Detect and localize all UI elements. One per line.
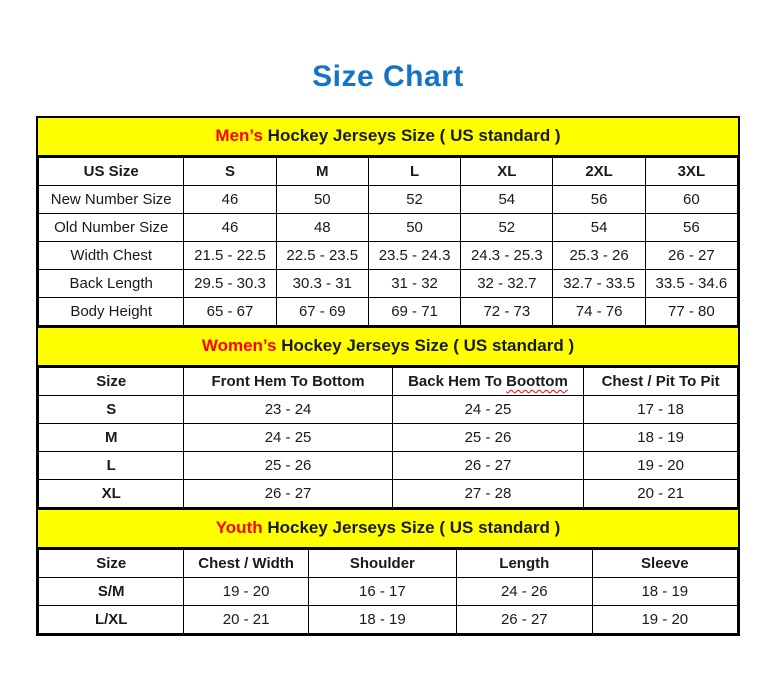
column-header: Shoulder (308, 550, 456, 578)
size-value-cell: 26 - 27 (392, 452, 584, 480)
column-header: S (184, 158, 276, 186)
youth-size-table (38, 549, 738, 634)
size-value-cell: 18 - 19 (592, 578, 737, 606)
table-head (39, 550, 738, 578)
size-value-cell: 54 (553, 214, 645, 242)
mens-section (38, 118, 738, 326)
size-value-cell: 20 - 21 (584, 480, 738, 508)
row-label: XL (39, 480, 184, 508)
column-header (392, 368, 584, 396)
page-title: Size Chart (312, 60, 464, 93)
size-value-cell: 25 - 26 (184, 452, 392, 480)
size-value-cell: 25 - 26 (392, 424, 584, 452)
size-value-cell: 24 - 26 (457, 578, 593, 606)
size-value-cell: 56 (645, 214, 737, 242)
column-header: XL (461, 158, 553, 186)
size-value-cell: 54 (461, 186, 553, 214)
row-label: S/M (39, 578, 184, 606)
size-value-cell: 72 - 73 (461, 298, 553, 326)
table-row (39, 242, 738, 270)
size-value-cell: 24 - 25 (184, 424, 392, 452)
table-row (39, 578, 738, 606)
size-value-cell: 21.5 - 22.5 (184, 242, 276, 270)
table-body (39, 578, 738, 634)
womens-section (38, 326, 738, 508)
table-head (39, 158, 738, 186)
size-value-cell: 52 (368, 186, 460, 214)
column-header: Size (39, 550, 184, 578)
size-value-cell: 24.3 - 25.3 (461, 242, 553, 270)
size-value-cell: 32 - 32.7 (461, 270, 553, 298)
table-row (39, 480, 738, 508)
row-label: Body Height (39, 298, 184, 326)
womens-section-highlight: Women’s (201, 336, 277, 355)
column-header: Length (457, 550, 593, 578)
size-chart-container (36, 116, 740, 636)
column-header: M (276, 158, 368, 186)
size-value-cell: 60 (645, 186, 737, 214)
size-value-cell: 19 - 20 (584, 452, 738, 480)
size-value-cell: 65 - 67 (184, 298, 276, 326)
size-value-cell: 18 - 19 (584, 424, 738, 452)
column-header-row (39, 158, 738, 186)
table-row (39, 452, 738, 480)
size-value-cell: 26 - 27 (645, 242, 737, 270)
size-value-cell: 19 - 20 (184, 578, 308, 606)
size-value-cell: 69 - 71 (368, 298, 460, 326)
mens-section-highlight: Men’s (215, 126, 263, 145)
size-value-cell: 31 - 32 (368, 270, 460, 298)
size-value-cell: 46 (184, 186, 276, 214)
size-value-cell: 67 - 69 (276, 298, 368, 326)
table-row (39, 606, 738, 634)
size-value-cell: 52 (461, 214, 553, 242)
row-label: L/XL (39, 606, 184, 634)
row-label: New Number Size (39, 186, 184, 214)
table-row (39, 214, 738, 242)
size-value-cell: 17 - 18 (584, 396, 738, 424)
womens-section-header (38, 326, 738, 367)
youth-section (38, 508, 738, 634)
column-header: Sleeve (592, 550, 737, 578)
size-value-cell: 30.3 - 31 (276, 270, 368, 298)
row-label: M (39, 424, 184, 452)
size-value-cell: 50 (276, 186, 368, 214)
row-label: L (39, 452, 184, 480)
youth-section-highlight: Youth (215, 518, 263, 537)
row-label: Old Number Size (39, 214, 184, 242)
youth-section-header (38, 508, 738, 549)
table-head (39, 368, 738, 396)
column-header: Front Hem To Bottom (184, 368, 392, 396)
size-value-cell: 27 - 28 (392, 480, 584, 508)
table-row (39, 186, 738, 214)
mens-section-title-text: Hockey Jerseys Size ( US standard ) (262, 126, 561, 145)
column-header-row (39, 368, 738, 396)
size-value-cell: 22.5 - 23.5 (276, 242, 368, 270)
size-value-cell: 18 - 19 (308, 606, 456, 634)
table-row (39, 396, 738, 424)
size-value-cell: 25.3 - 26 (553, 242, 645, 270)
womens-size-table (38, 367, 738, 508)
table-row (39, 424, 738, 452)
mens-size-table (38, 157, 738, 326)
size-value-cell: 24 - 25 (392, 396, 584, 424)
table-body (39, 186, 738, 326)
size-value-cell: 16 - 17 (308, 578, 456, 606)
mens-section-header (38, 118, 738, 157)
size-value-cell: 32.7 - 33.5 (553, 270, 645, 298)
row-label: S (39, 396, 184, 424)
table-row (39, 270, 738, 298)
size-value-cell: 33.5 - 34.6 (645, 270, 737, 298)
youth-section-title-text: Hockey Jerseys Size ( US standard ) (262, 518, 561, 537)
column-header: Size (39, 368, 184, 396)
womens-section-title-text: Hockey Jerseys Size ( US standard ) (276, 336, 575, 355)
size-value-cell: 23.5 - 24.3 (368, 242, 460, 270)
column-header-text: Back Hem To (408, 373, 507, 390)
size-value-cell: 26 - 27 (457, 606, 593, 634)
size-value-cell: 19 - 20 (592, 606, 737, 634)
column-header: 3XL (645, 158, 737, 186)
column-header-row (39, 550, 738, 578)
table-body (39, 396, 738, 508)
column-header: US Size (39, 158, 184, 186)
size-value-cell: 50 (368, 214, 460, 242)
size-value-cell: 26 - 27 (184, 480, 392, 508)
size-value-cell: 74 - 76 (553, 298, 645, 326)
column-header: 2XL (553, 158, 645, 186)
size-value-cell: 56 (553, 186, 645, 214)
row-label: Width Chest (39, 242, 184, 270)
column-header: Chest / Width (184, 550, 308, 578)
size-value-cell: 46 (184, 214, 276, 242)
size-value-cell: 23 - 24 (184, 396, 392, 424)
column-header: L (368, 158, 460, 186)
column-header: Chest / Pit To Pit (584, 368, 738, 396)
size-value-cell: 29.5 - 30.3 (184, 270, 276, 298)
row-label: Back Length (39, 270, 184, 298)
table-row (39, 298, 738, 326)
misspelled-word: Boottom (506, 373, 568, 390)
size-value-cell: 77 - 80 (645, 298, 737, 326)
size-value-cell: 20 - 21 (184, 606, 308, 634)
size-value-cell: 48 (276, 214, 368, 242)
